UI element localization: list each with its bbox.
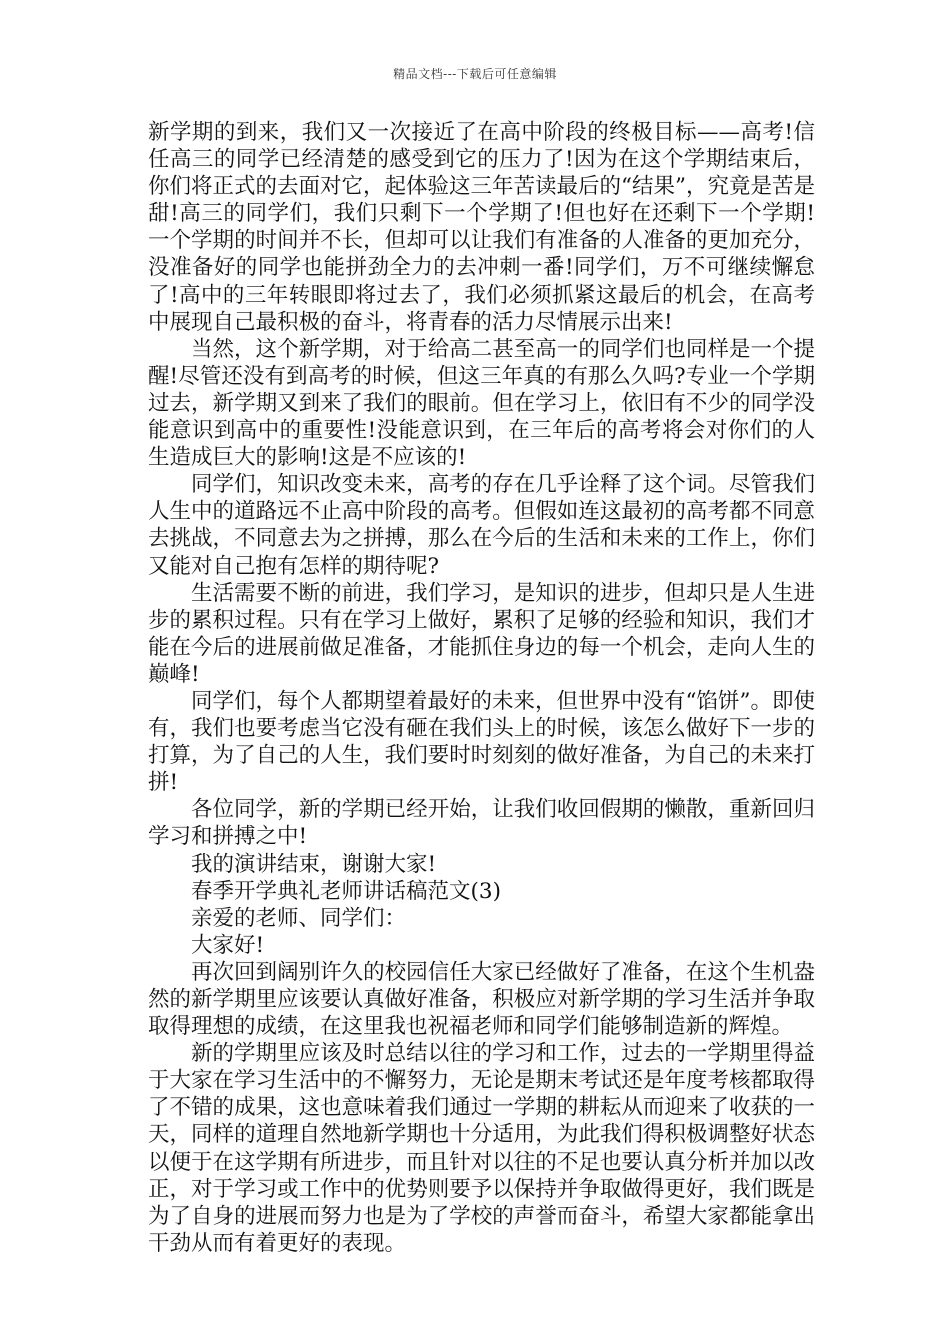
page-header: 精品文档---下载后可任意编辑 [393,67,557,81]
greeting: 大家好! [191,932,265,958]
document-body [148,119,815,1257]
section-title: 春季开学典礼老师讲话稿范文(3) [191,878,501,904]
paragraph-11: 再次回到阔别许久的校园信任大家已经做好了准备，在这个生机盎然的新学期里应该要认真做好准备，积极应对新学期的学习生活并争取取得理想的成绩，在这里我也祝福老师和同学们能够制造新的辉煌。 [148,959,815,1040]
paragraph-2: 当然，这个新学期，对于给高二甚至高一的同学们也同样是一个提醒!尽管还没有到高考的时候，但这三年真的有那么久吗?专业一个学期过去，新学期又到来了我们的眼前。但在学习上，依旧有不少的同学没能意识到高中的重要性!没能意识到，在三年后的高考将会对你们的人生造成巨大的影响!这是不应该的! [148,336,815,471]
paragraph-5: 同学们，每个人都期望着最好的未来，但世界中没有“馅饼”。即使有，我们也要考虑当它没有砸在我们头上的时候，该怎么做好下一步的打算，为了自己的人生，我们要时时刻刻的做好准备，为自己的未来打拼! [148,688,815,796]
paragraph-4: 生活需要不断的前进，我们学习，是知识的进步，但却只是人生进步的累积过程。只有在学习上做好，累积了足够的经验和知识，我们才能在今后的进展前做足准备，才能抓住身边的每一个机会，走向人生的巅峰! [148,580,815,687]
paragraph-6: 各位同学，新的学期已经开始，让我们收回假期的懒散，重新回归学习和拼搏之中! [148,797,815,850]
salutation: 亲爱的老师、同学们： [191,905,407,931]
paragraph-1: 新学期的到来，我们又一次接近了在高中阶段的终极目标——高考!信任高三的同学已经清楚的感受到它的压力了!因为在这个学期结束后，你们将正式的去面对它，起体验这三年苦读最后的“结果”，究竟是苦是甜!高三的同学们，我们只剩下一个学期了!但也好在还剩下一个学期!一个学期的时间并不长，但却可以让我们有准备的人准备的更加充分，没准备好的同学也能拼劲全力的去冲刺一番!同学们，万不可继续懈怠了!高中的三年转眼即将过去了，我们必须抓紧这最后的机会，在高考中展现自己最积极的奋斗，将青春的活力尽情展示出来! [148,120,815,335]
closing-line: 我的演讲结束，谢谢大家! [191,851,437,877]
paragraph-3: 同学们，知识改变未来，高考的存在几乎诠释了这个词。尽管我们人生中的道路远不止高中阶段的高考。但假如连这最初的高考都不同意去挑战，不同意去为之拼搏，那么在今后的生活和未来的工作上，你们又能对自己抱有怎样的期待呢? [148,472,815,579]
paragraph-12: 新的学期里应该及时总结以往的学习和工作，过去的一学期里得益于大家在学习生活中的不懈努力，无论是期末考试还是年度考核都取得了不错的成果，这也意味着我们通过一学期的耕耘从而迎来了收获的一天，同样的道理自然地新学期也十分适用，为此我们得积极调整好状态以便于在这学期有所进步，而且针对以往的不足也要认真分析并加以改正，对于学习或工作中的优势则要予以保持并争取做得更好，我们既是为了自身的进展而努力也是为了学校的声誉而奋斗，希望大家都能拿出干劲从而有着更好的表现。 [148,1041,815,1256]
